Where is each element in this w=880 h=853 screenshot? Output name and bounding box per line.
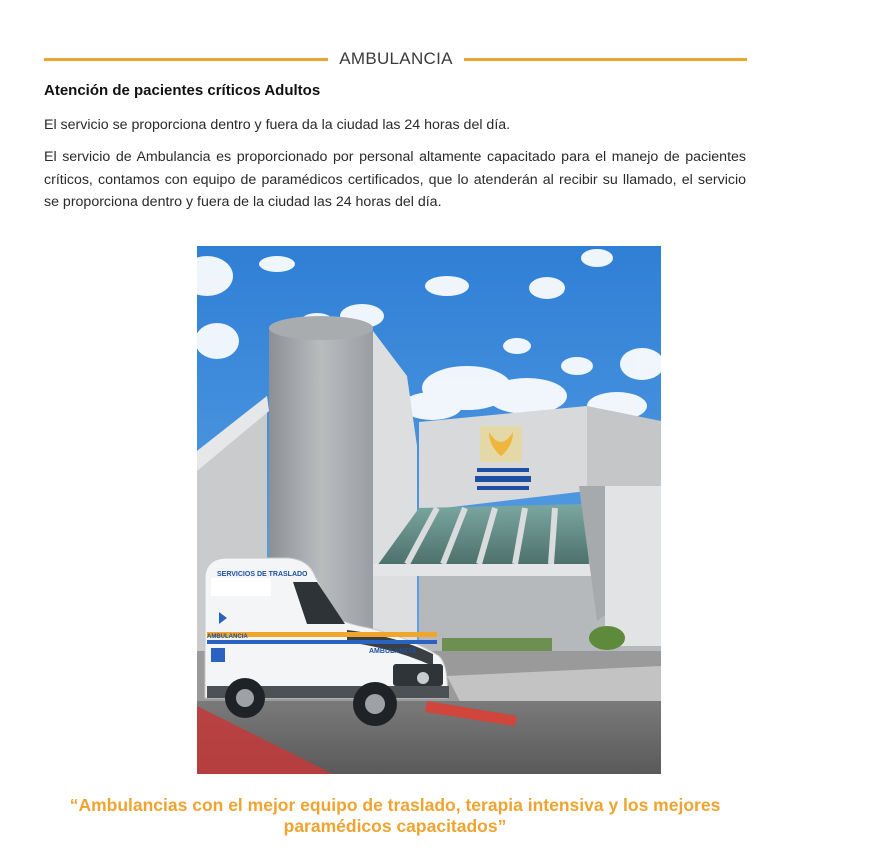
paragraph-service-description: El servicio de Ambulancia es proporcionado por personal altamente capacitado para el manejo de pacientes críticos, contamos con equipo de paramédicos certificados, que lo atenderán al recibir su llamado, el servicio se proporciona dentro y fuera de la ciudad las 24 horas del día. xyxy=(44,149,746,210)
section-title: AMBULANCIA xyxy=(339,49,453,68)
paragraph-service-hours: El servicio se proporciona dentro y fuera da la ciudad las 24 horas del día. xyxy=(44,117,511,133)
ambulance-hood-text: AMBULANCIA xyxy=(369,648,417,655)
ambulance-door-text: AMBULANCIA xyxy=(207,634,248,640)
hospital-ambulance-photo xyxy=(197,246,661,774)
header-rule-left xyxy=(44,58,328,61)
closing-quote: “Ambulancias con el mejor equipo de traslado, terapia intensiva y los mejores paramédicos capacitados” xyxy=(69,795,721,836)
section-header xyxy=(44,46,747,72)
header-rule-right xyxy=(464,58,747,61)
subtitle: Atención de pacientes críticos Adultos xyxy=(44,82,321,99)
ambulance-side-text: SERVICIOS DE TRASLADO xyxy=(217,571,308,578)
